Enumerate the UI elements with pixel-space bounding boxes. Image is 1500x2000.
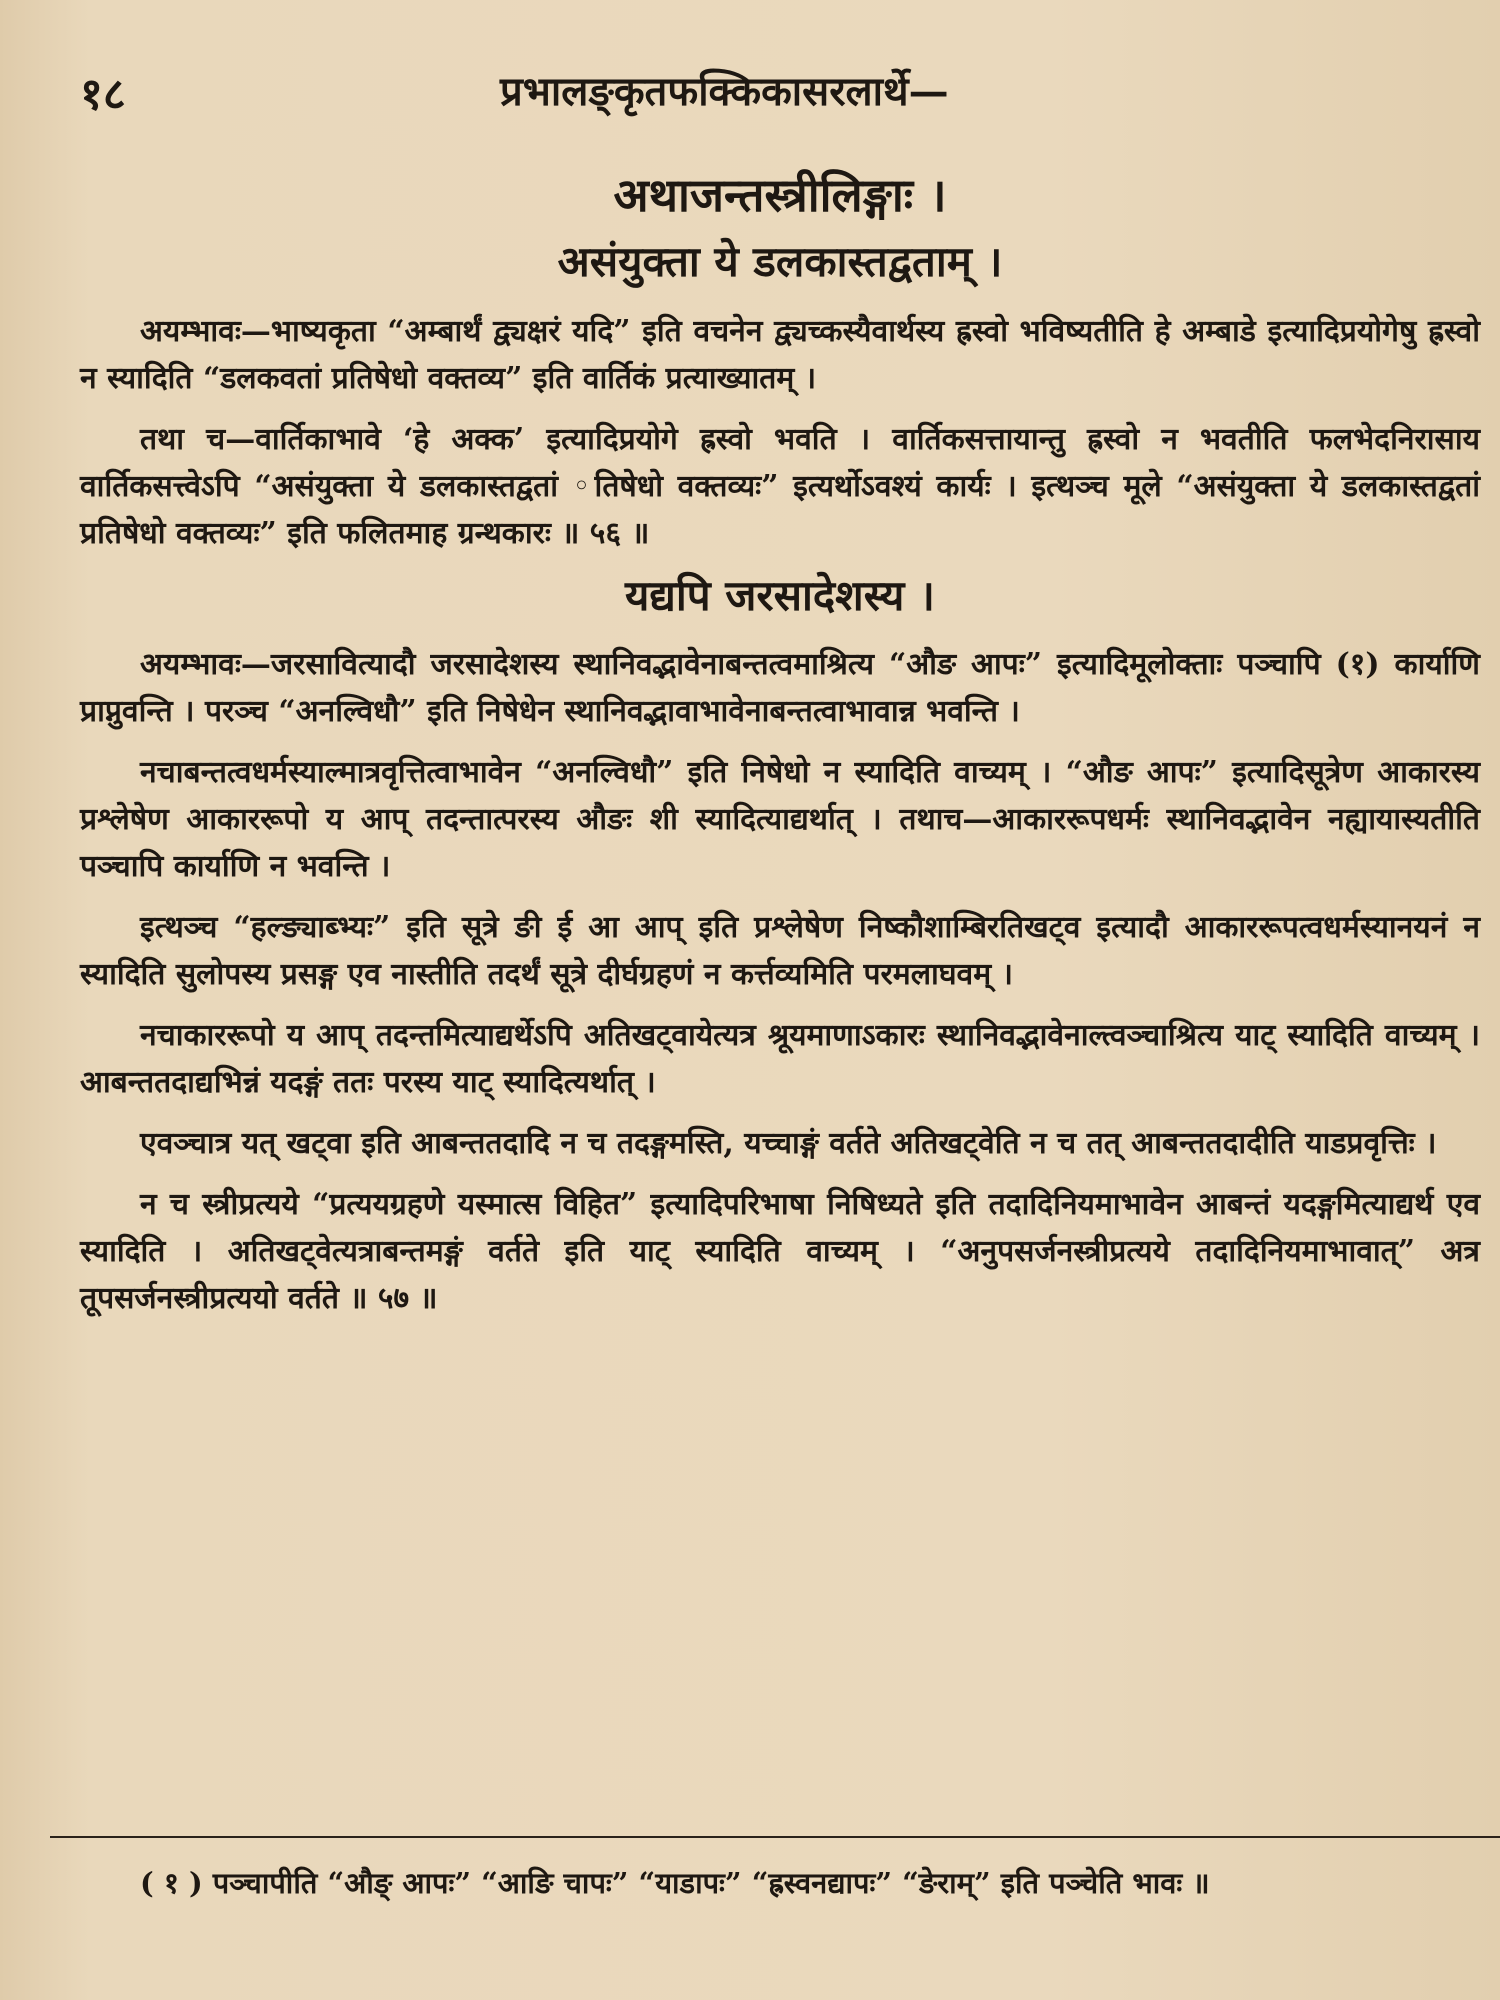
- page-number: १८: [80, 69, 126, 120]
- footnote: ( १ ) पञ्चापीति “औङ् आपः” “आङि चापः” “याडापः” “ह्रस्वनद्यापः” “ङेराम्” इति पञ्चेति भावः ॥: [140, 1866, 1210, 1900]
- paragraph-2: तथा च—वार्तिकाभावे ‘हे अक्क’ इत्यादिप्रयोगे ह्रस्वो भवति । वार्तिकसत्तायान्तु ह्रस्वो न भवतीति फलभेदनिरासाय वार्तिकसत्त्वेऽपि “असंयुक्ता ये डलकास्तद्वतां ◦तिषेधो वक्तव्यः” इत्यर्थोऽवश्यं कार्यः । इत्थञ्च मूले “असंयुक्ता ये डलकास्तद्वतां प्रतिषेधो वक्तव्यः” इति फलितमाह ग्रन्थकारः ॥ ५६ ॥: [80, 421, 1480, 551]
- paragraph-7: एवञ्चात्र यत् खट्वा इति आबन्ततदादि न च तदङ्गमस्ति, यच्चाङ्गं वर्तते अतिखट्वेति न च तत् आबन्ततदादीति याडप्रवृत्तिः ।: [140, 1125, 1437, 1161]
- paragraph-6: नचाकाररूपो य आप् तदन्तमित्याद्यर्थेऽपि अतिखट्वायेत्यत्र श्रूयमाणाऽकारः स्थानिवद्भावेनाल्त्वञ्चाश्रित्य याट् स्यादिति वाच्यम् । आबन्ततदाद्यभिन्नं यदङ्गं ततः परस्य याट् स्यादित्यर्थात् ।: [80, 1017, 1480, 1100]
- paragraph-3: अयम्भावः—जरसावित्यादौ जरसादेशस्य स्थानिवद्भावेनाबन्तत्वमाश्रित्य “औङ आपः” इत्यादिमूलोक्ताः पञ्चापि (१) कार्याणि प्राप्नुवन्ति । परञ्च “अनल्विधौ” इति निषेधेन स्थानिवद्भावाभावेनाबन्तत्वाभावान्न भवन्ति ।: [80, 646, 1480, 729]
- paragraph-1: अयम्भावः—भाष्यकृता “अम्बार्थं द्व्यक्षरं यदि” इति वचनेन द्व्यच्कस्यैवार्थस्य ह्रस्वो भविष्यतीति हे अम्बाडे इत्यादिप्रयोगेषु ह्रस्वो न स्यादिति “डलकवतां प्रतिषेधो वक्तव्य” इति वार्तिकं प्रत्याख्यातम् ।: [80, 313, 1480, 396]
- footnote-divider: [50, 1836, 1500, 1838]
- section-heading-1: असंयुक्ता ये डलकास्तद्वताम् ।: [557, 237, 1003, 287]
- paragraph-5: इत्थञ्च “हल्ङ्याब्भ्यः” इति सूत्रे ङी ई आ आप् इति प्रश्लेषेण निष्कौशाम्बिरतिखट्व इत्यादौ आकाररूपत्वधर्मस्यानयनं न स्यादिति सुलोपस्य प्रसङ्ग एव नास्तीति तदर्थं सूत्रे दीर्घग्रहणं न कर्त्तव्यमिति परमलाघवम् ।: [80, 909, 1480, 992]
- main-text: [80, 150, 1480, 1336]
- running-head: प्रभालङ्कृतफक्किकासरलार्थे—: [500, 68, 949, 115]
- paragraph-4: नचाबन्तत्वधर्मस्याल्मात्रवृत्तित्वाभावेन “अनल्विधौ” इति निषेधो न स्यादिति वाच्यम् । “औङ आपः” इत्यादिसूत्रेण आकारस्य प्रश्लेषेण आकाररूपो य आप् तदन्तात्परस्य औङः शी स्यादित्याद्यर्थात् । तथाच—आकाररूपधर्मः स्थानिवद्भावेन नह्यायास्यतीति पञ्चापि कार्याणि न भवन्ति ।: [80, 754, 1480, 884]
- page-header: [80, 62, 1480, 122]
- section-heading-2: यद्यपि जरसादेशस्य ।: [625, 570, 935, 620]
- chapter-title: अथाजन्तस्त्रीलिङ्गाः ।: [613, 168, 947, 222]
- paragraph-8: न च स्त्रीप्रत्यये “प्रत्ययग्रहणे यस्मात्स विहित” इत्यादिपरिभाषा निषिध्यते इति तदादिनियमाभावेन आबन्तं यदङ्गमित्याद्यर्थ एव स्यादिति । अतिखट्वेत्यत्राबन्तमङ्गं वर्तते इति याट् स्यादिति वाच्यम् । “अनुपसर्जनस्त्रीप्रत्यये तदादिनियमाभावात्” अत्र तूपसर्जनस्त्रीप्रत्ययो वर्तते ॥ ५७ ॥: [80, 1186, 1480, 1316]
